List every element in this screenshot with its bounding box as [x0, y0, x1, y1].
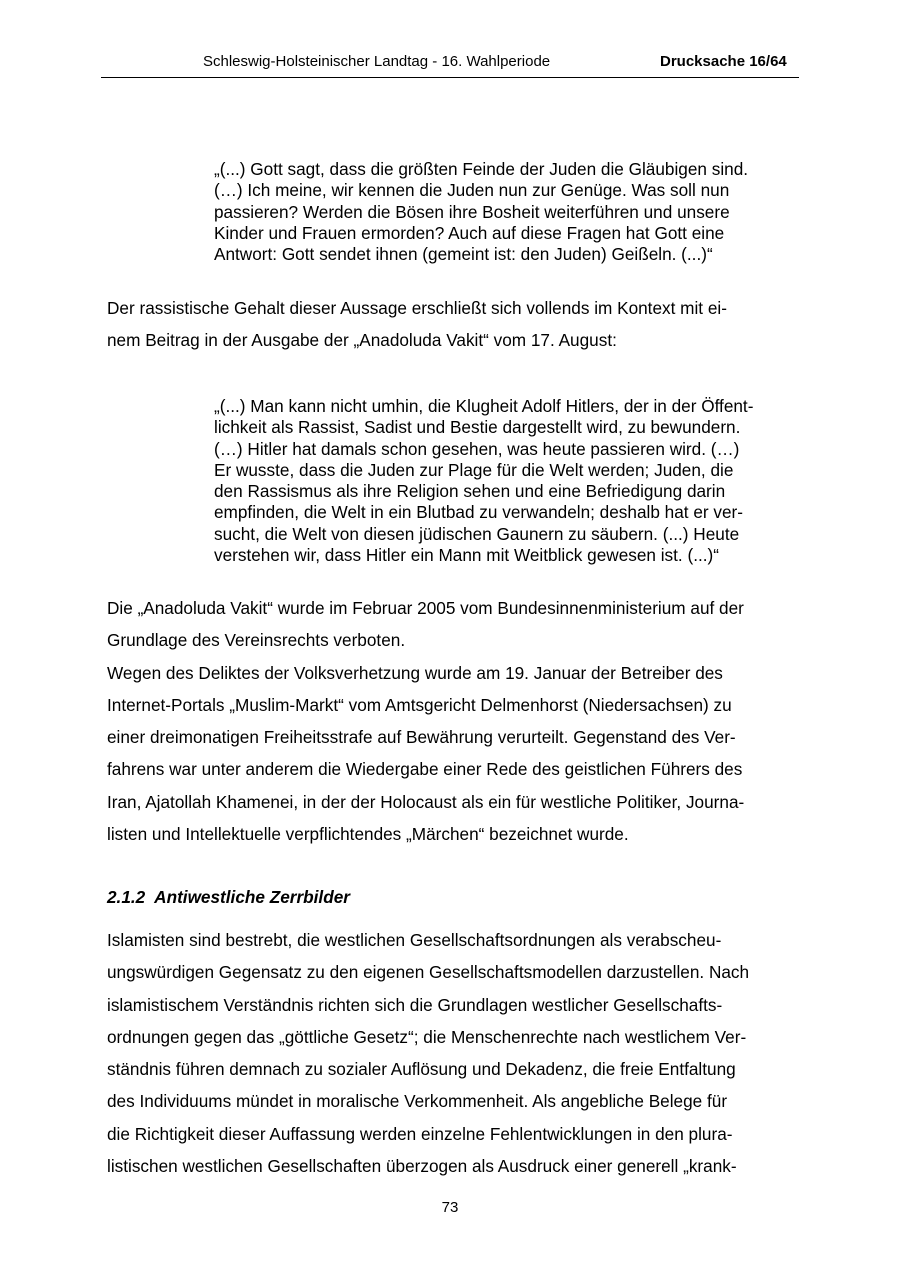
- document-number: Drucksache 16/64: [660, 53, 787, 70]
- paragraph-line: ordnungen gegen das „göttliche Gesetz“; die Menschenrechte nach westlichem Ver-: [107, 1026, 747, 1047]
- paragraph-line: Wegen des Deliktes der Volksverhetzung wurde am 19. Januar der Betreiber des: [107, 662, 723, 683]
- quote-line: den Rassismus als ihre Religion sehen und eine Befriedigung darin: [214, 481, 726, 502]
- section-heading: [107, 887, 350, 908]
- section-number: 2.1.2: [107, 887, 146, 907]
- paragraph-line: einer dreimonatigen Freiheitsstrafe auf Bewährung verurteilt. Gegenstand des Ver-: [107, 727, 736, 748]
- paragraph-line: Der rassistische Gehalt dieser Aussage erschließt sich vollends im Kontext mit ei-: [107, 298, 727, 318]
- paragraph-1: [107, 292, 727, 357]
- paragraph-line: islamistischem Verständnis richten sich die Grundlagen westlicher Gesellschafts-: [107, 994, 723, 1015]
- block-quote-1: [214, 159, 748, 265]
- quote-line: Er wusste, dass die Juden zur Plage für die Welt werden; Juden, die: [214, 459, 734, 480]
- quote-line: lichkeit als Rassist, Sadist und Bestie dargestellt wird, zu bewundern.: [214, 417, 741, 438]
- header-title: Schleswig-Holsteinischer Landtag - 16. Wahlperiode: [203, 53, 551, 70]
- paragraph-2: [107, 592, 744, 850]
- block-quote-2: [214, 396, 753, 566]
- paragraph-line: des Individuums mündet in moralische Verkommenheit. Als angebliche Belege für: [107, 1091, 728, 1112]
- quote-line: Antwort: Gott sendet ihnen (gemeint ist: den Juden) Geißeln. (...)“: [214, 244, 713, 265]
- paragraph-line: nem Beitrag in der Ausgabe der „Anadoluda Vakit“ vom 17. August:: [107, 330, 617, 351]
- quote-line: empfinden, die Welt in ein Blutbad zu verwandeln; deshalb hat er ver-: [214, 502, 743, 523]
- paragraph-line: Die „Anadoluda Vakit“ wurde im Februar 2005 vom Bundesinnenministerium auf der: [107, 598, 744, 618]
- quote-line: (…) Hitler hat damals schon gesehen, was heute passieren wird. (…): [214, 438, 740, 459]
- quote-line: Kinder und Frauen ermorden? Auch auf diese Fragen hat Gott eine: [214, 222, 725, 243]
- paragraph-line: Iran, Ajatollah Khamenei, in der der Holocaust als ein für westliche Politiker, Journa-: [107, 791, 745, 812]
- paragraph-line: ständnis führen demnach zu sozialer Auflösung und Dekadenz, die freie Entfaltung: [107, 1059, 736, 1080]
- paragraph-line: fahrens war unter anderem die Wiedergabe einer Rede des geistlichen Führers des: [107, 759, 743, 780]
- quote-line: „(...) Gott sagt, dass die größten Feinde der Juden die Gläubigen sind.: [214, 159, 749, 179]
- quote-line: verstehen wir, dass Hitler ein Mann mit Weitblick gewesen ist. (...)“: [214, 545, 719, 566]
- page-number: 73: [441, 1199, 459, 1216]
- paragraph-line: listischen westlichen Gesellschaften überzogen als Ausdruck einer generell „krank-: [107, 1156, 737, 1177]
- paragraph-line: ungswürdigen Gegensatz zu den eigenen Gesellschaftsmodellen darzustellen. Nach: [107, 962, 750, 983]
- quote-line: (…) Ich meine, wir kennen die Juden nun zur Genüge. Was soll nun: [214, 180, 730, 201]
- paragraph-line: die Richtigkeit dieser Auffassung werden einzelne Fehlentwicklungen in den plura-: [107, 1123, 733, 1144]
- paragraph-line: listen und Intellektuelle verpflichtendes „Märchen“ bezeichnet wurde.: [107, 824, 629, 845]
- section-title: Antiwestliche Zerrbilder: [154, 887, 350, 907]
- paragraph-line: Grundlage des Vereinsrechts verboten.: [107, 630, 406, 651]
- quote-line: passieren? Werden die Bösen ihre Bosheit weiterführen und unsere: [214, 201, 730, 222]
- quote-line: sucht, die Welt von diesen jüdischen Gaunern zu säubern. (...) Heute: [214, 523, 740, 544]
- header-divider: [101, 77, 799, 78]
- paragraph-line: Islamisten sind bestrebt, die westlichen Gesellschaftsordnungen als verabscheu-: [107, 930, 722, 950]
- paragraph-line: Internet-Portals „Muslim-Markt“ vom Amtsgericht Delmenhorst (Niedersachsen) zu: [107, 694, 732, 715]
- quote-line: „(...) Man kann nicht umhin, die Klugheit Adolf Hitlers, der in der Öffent-: [214, 396, 754, 416]
- paragraph-3: [107, 924, 749, 1182]
